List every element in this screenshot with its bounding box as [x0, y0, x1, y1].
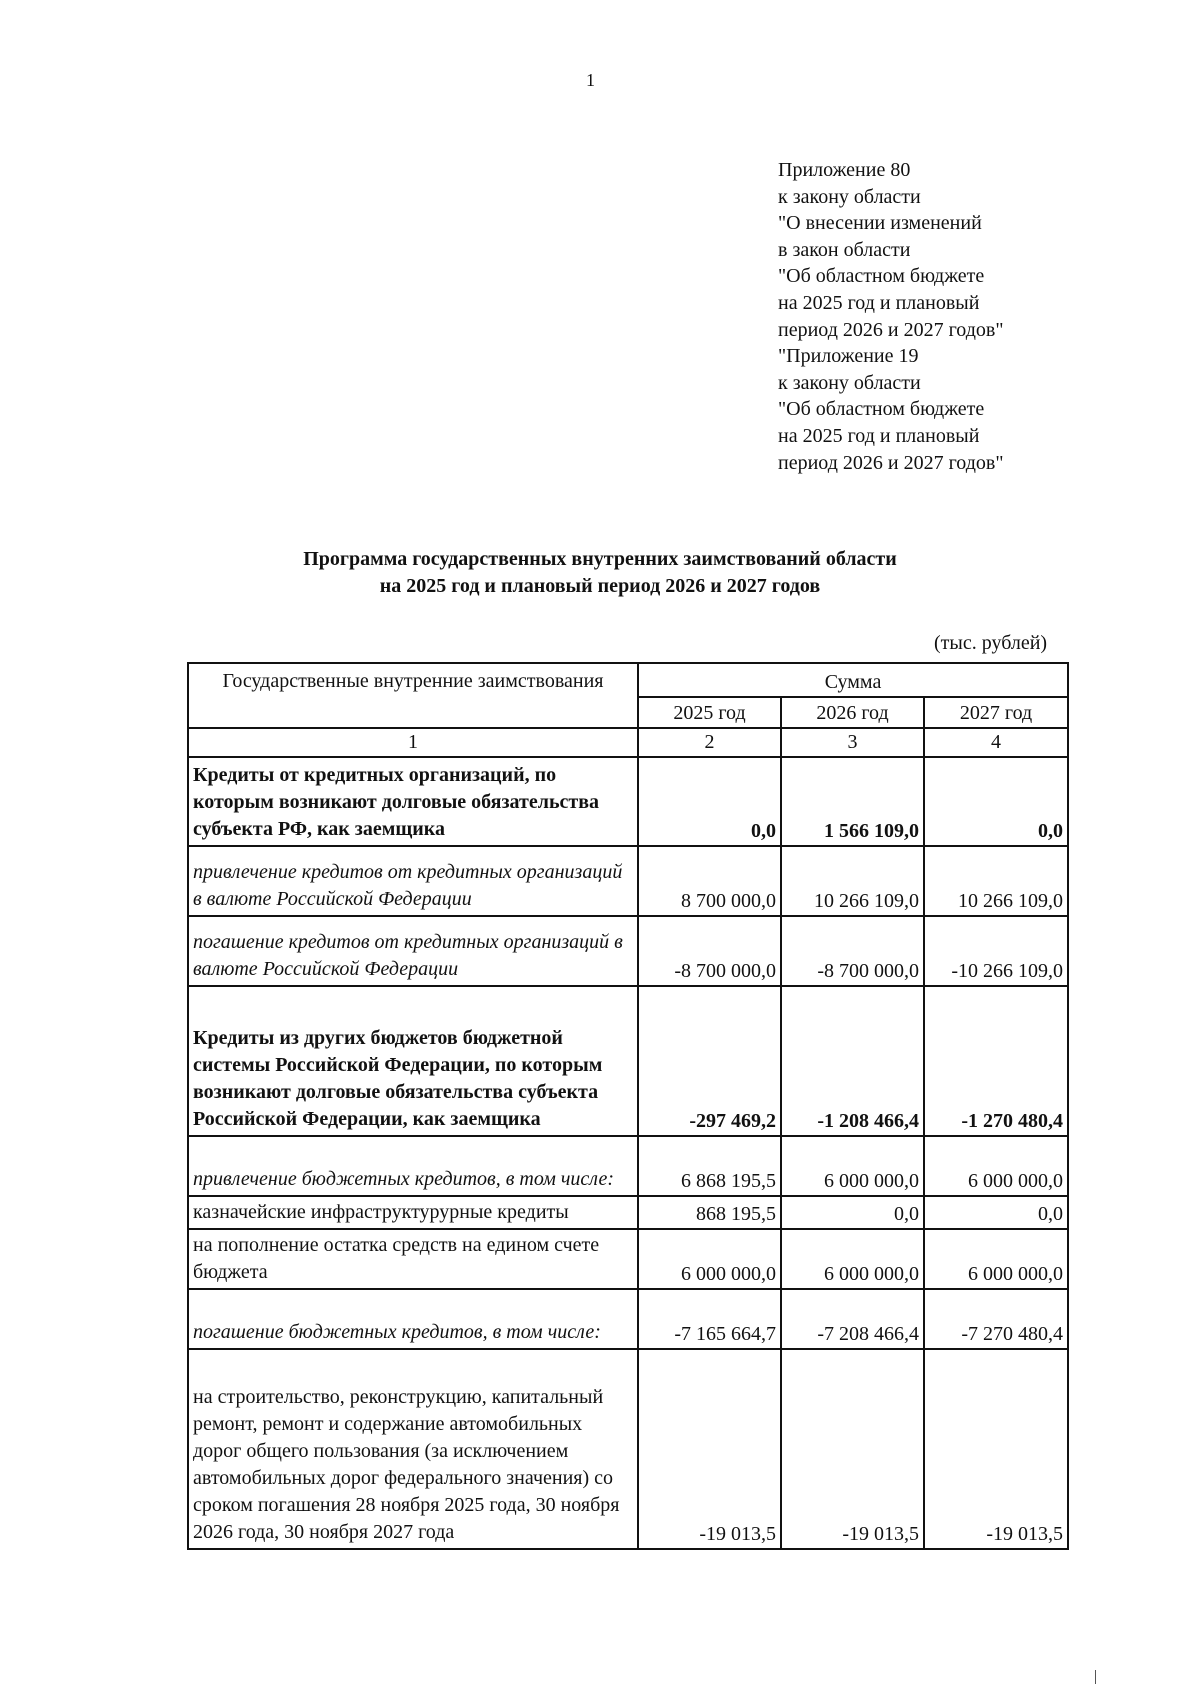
value-2026: 6 000 000,0 [781, 1229, 924, 1289]
value-2026: -7 208 466,4 [781, 1289, 924, 1349]
column-number: 1 [188, 728, 638, 757]
value-2027: -10 266 109,0 [924, 916, 1068, 986]
value-2027: 10 266 109,0 [924, 846, 1068, 916]
row-label: казначейские инфраструктурурные кредиты [188, 1196, 638, 1229]
value-2026: 10 266 109,0 [781, 846, 924, 916]
value-2025: -297 469,2 [638, 986, 781, 1136]
value-2025: 868 195,5 [638, 1196, 781, 1229]
appendix-note [778, 157, 1004, 476]
value-2025: 6 000 000,0 [638, 1229, 781, 1289]
value-2025: -19 013,5 [638, 1349, 781, 1549]
header-year-2027: 2027 год [924, 697, 1068, 728]
value-2027: 6 000 000,0 [924, 1136, 1068, 1196]
appendix-line: в закон области [778, 238, 911, 261]
appendix-line: к закону области [778, 185, 921, 208]
appendix-line: к закону области [778, 371, 921, 394]
value-2026: -19 013,5 [781, 1349, 924, 1549]
document-title [0, 546, 1200, 600]
title-line-1: Программа государственных внутренних заимствований области [303, 548, 897, 570]
value-2027: 0,0 [924, 1196, 1068, 1229]
value-2026: -8 700 000,0 [781, 916, 924, 986]
header-name: Государственные внутренние заимствования [188, 663, 638, 728]
value-2026: -1 208 466,4 [781, 986, 924, 1136]
table-row [188, 846, 1068, 916]
value-2027: 6 000 000,0 [924, 1229, 1068, 1289]
value-2025: 8 700 000,0 [638, 846, 781, 916]
value-2027: -7 270 480,4 [924, 1289, 1068, 1349]
appendix-line: "О внесении изменений [778, 212, 982, 235]
appendix-line: на 2025 год и плановый [778, 424, 980, 447]
borrowings-table [187, 662, 1069, 1550]
value-2026: 0,0 [781, 1196, 924, 1229]
row-label: погашение кредитов от кредитных организаций в валюте Российской Федерации [188, 916, 638, 986]
value-2025: 6 868 195,5 [638, 1136, 781, 1196]
header-sum: Сумма [638, 663, 1068, 697]
row-label: Кредиты от кредитных организаций, по которым возникают долговые обязательства субъекта РФ, как заемщика [188, 757, 638, 846]
table-row [188, 916, 1068, 986]
value-2025: 0,0 [638, 757, 781, 846]
row-label: на пополнение остатка средств на едином счете бюджета [188, 1229, 638, 1289]
value-2027: -1 270 480,4 [924, 986, 1068, 1136]
appendix-line: "Об областном бюджете [778, 265, 985, 288]
table-row [188, 1289, 1068, 1349]
table-row [188, 1136, 1068, 1196]
value-2027: -19 013,5 [924, 1349, 1068, 1549]
page-number: 1 [586, 70, 595, 90]
header-year-2026: 2026 год [781, 697, 924, 728]
table-row [188, 1196, 1068, 1229]
appendix-line: период 2026 и 2027 годов" [778, 451, 1004, 474]
value-2026: 1 566 109,0 [781, 757, 924, 846]
appendix-line: "Приложение 19 [778, 345, 919, 368]
scan-artifact-mark [1095, 1670, 1096, 1684]
appendix-line: на 2025 год и плановый [778, 291, 980, 314]
column-number: 2 [638, 728, 781, 757]
appendix-line: период 2026 и 2027 годов" [778, 318, 1004, 341]
value-2025: -7 165 664,7 [638, 1289, 781, 1349]
unit-label: (тыс. рублей) [934, 632, 1048, 654]
table-row [188, 1349, 1068, 1549]
row-label: Кредиты из других бюджетов бюджетной системы Российской Федерации, по которым возникают долговые обязательства субъекта Российской Федерации, как заемщика [188, 986, 638, 1136]
appendix-line: "Об областном бюджете [778, 398, 985, 421]
table-row [188, 986, 1068, 1136]
row-label: на строительство, реконструкцию, капитальный ремонт, ремонт и содержание автомобильных дорог общего пользования (за исключением автомобильных дорог федерального значения) со сроком погашения 28 ноября 2025 года, 30 ноября 2026 года, 30 ноября 2027 года [188, 1349, 638, 1549]
table-row [188, 1229, 1068, 1289]
title-line-2: на 2025 год и плановый период 2026 и 2027 годов [379, 575, 821, 597]
row-label: привлечение кредитов от кредитных организаций в валюте Российской Федерации [188, 846, 638, 916]
column-number: 4 [924, 728, 1068, 757]
row-label: привлечение бюджетных кредитов, в том числе: [188, 1136, 638, 1196]
header-year-2025: 2025 год [638, 697, 781, 728]
appendix-line: Приложение 80 [778, 159, 911, 181]
table-row [188, 757, 1068, 846]
row-label: погашение бюджетных кредитов, в том числе: [188, 1289, 638, 1349]
value-2025: -8 700 000,0 [638, 916, 781, 986]
column-number: 3 [781, 728, 924, 757]
value-2027: 0,0 [924, 757, 1068, 846]
value-2026: 6 000 000,0 [781, 1136, 924, 1196]
